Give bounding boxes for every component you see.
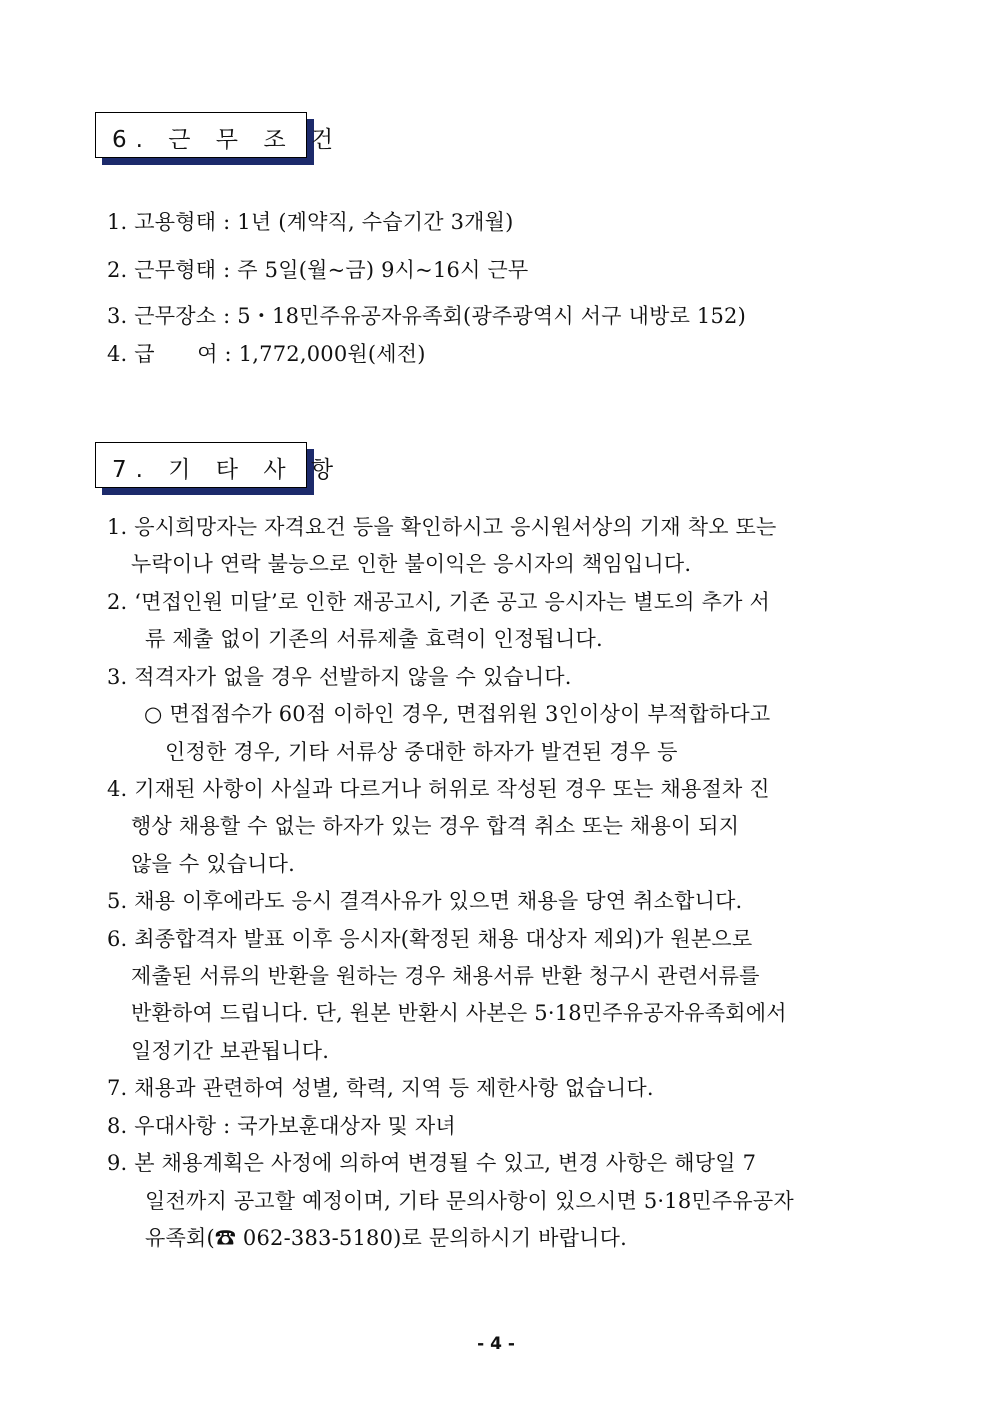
work-condition-item: 2. 근무형태 : 주 5일(월~금) 9시~16시 근무	[107, 258, 529, 282]
section-7-header	[95, 442, 343, 488]
section-7-title: 7. 기 타 사 항	[112, 457, 343, 483]
note-line: 5. 채용 이후에라도 응시 결격사유가 있으면 채용을 당연 취소합니다.	[107, 889, 743, 913]
note-line: 9. 본 채용계획은 사정에 의하여 변경될 수 있고, 변경 사항은 해당일 7	[107, 1151, 757, 1175]
note-line: 6. 최종합격자 발표 이후 응시자(확정된 채용 대상자 제외)가 원본으로	[107, 927, 753, 951]
note-line: 류 제출 없이 기존의 서류제출 효력이 인정됩니다.	[145, 627, 603, 651]
note-line: 1. 응시희망자는 자격요건 등을 확인하시고 응시원서상의 기재 착오 또는	[107, 515, 777, 539]
note-line: ○ 면접점수가 60점 이하인 경우, 면접위원 3인이상이 부적합하다고	[144, 702, 771, 726]
note-line: 4. 기재된 사항이 사실과 다르거나 허위로 작성된 경우 또는 채용절차 진	[107, 777, 770, 801]
note-line: 8. 우대사항 : 국가보훈대상자 및 자녀	[107, 1114, 456, 1138]
note-line: 일전까지 공고할 예정이며, 기타 문의사항이 있으시면 5·18민주유공자	[145, 1189, 794, 1213]
note-line: 7. 채용과 관련하여 성별, 학력, 지역 등 제한사항 없습니다.	[107, 1076, 654, 1100]
work-condition-item: 1. 고용형태 : 1년 (계약직, 수습기간 3개월)	[107, 210, 514, 234]
note-line: 일정기간 보관됩니다.	[131, 1039, 330, 1063]
note-line: 2. ‘면접인원 미달’로 인한 재공고시, 기존 공고 응시자는 별도의 추가 서	[107, 590, 770, 614]
note-line: 3. 적격자가 없을 경우 선발하지 않을 수 있습니다.	[107, 665, 572, 689]
note-line: 제출된 서류의 반환을 원하는 경우 채용서류 반환 청구시 관련서류를	[131, 964, 760, 988]
page-number: - 4 -	[477, 1334, 515, 1354]
note-line: 않을 수 있습니다.	[131, 852, 296, 876]
note-line: 누락이나 연락 불능으로 인한 불이익은 응시자의 책임입니다.	[131, 552, 692, 576]
note-line: 인정한 경우, 기타 서류상 중대한 하자가 발견된 경우 등	[165, 740, 678, 764]
section-6-header	[95, 112, 343, 158]
section-6-title: 6. 근 무 조 건	[112, 127, 343, 153]
note-line: 행상 채용할 수 없는 하자가 있는 경우 합격 취소 또는 채용이 되지	[131, 814, 740, 838]
work-condition-item: 4. 급 여 : 1,772,000원(세전)	[107, 342, 426, 366]
note-line: 유족회(☎ 062-383-5180)로 문의하시기 바랍니다.	[145, 1226, 628, 1250]
work-condition-item: 3. 근무장소 : 5・18민주유공자유족회(광주광역시 서구 내방로 152)	[107, 304, 747, 328]
note-line: 반환하여 드립니다. 단, 원본 반환시 사본은 5·18민주유공자유족회에서	[131, 1001, 787, 1025]
